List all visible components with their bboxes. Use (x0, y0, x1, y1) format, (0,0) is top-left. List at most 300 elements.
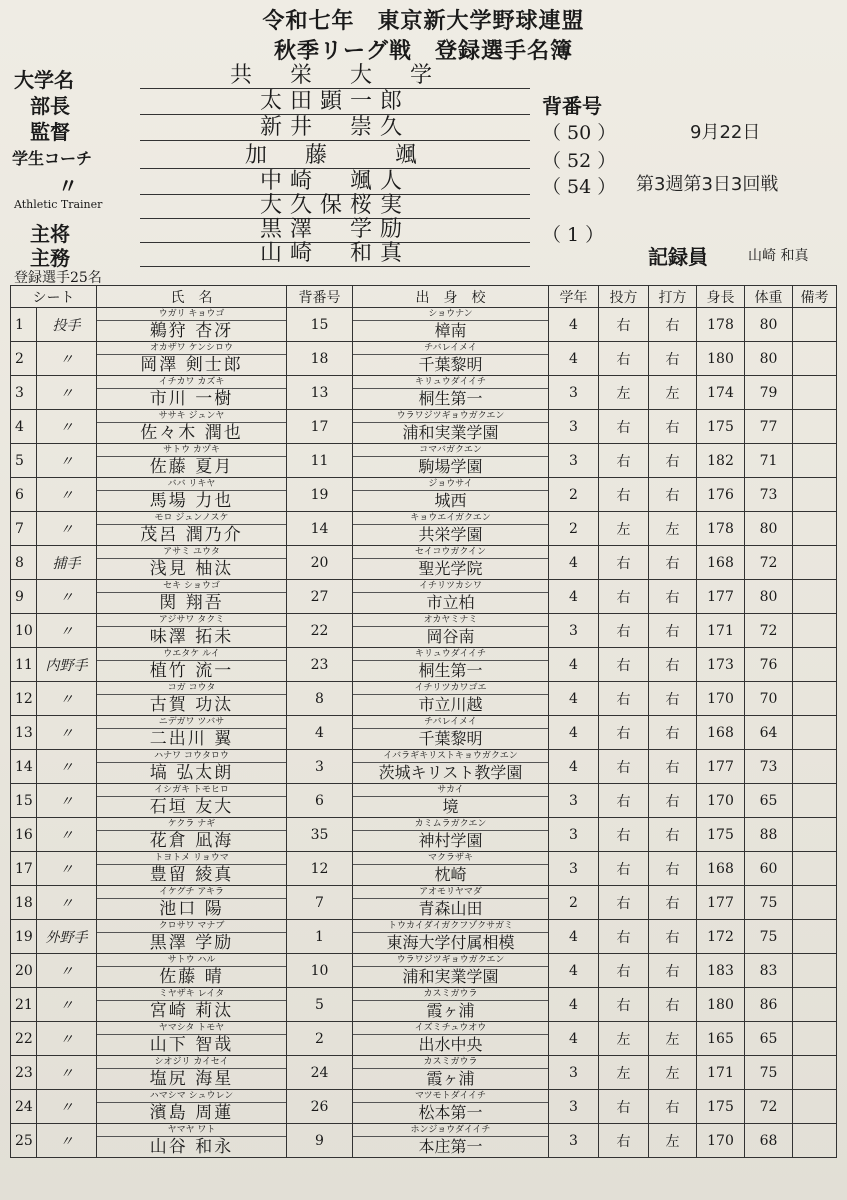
position-cell: 〃 (37, 1124, 97, 1158)
name-kana: イシガキ トモヒロ (97, 784, 286, 797)
school-kana: イチリツカシワ (353, 580, 548, 593)
column-header: 備考 (793, 286, 837, 308)
row-number: 8 (11, 546, 37, 580)
column-header: 学年 (549, 286, 599, 308)
name-kanji: 植竹 流一 (149, 661, 234, 681)
bats-cell: 左 (649, 1056, 697, 1090)
throws-cell: 右 (599, 546, 649, 580)
position-cell: 〃 (37, 886, 97, 920)
bats-cell: 右 (649, 580, 697, 614)
name-kanji: 馬場 力也 (149, 491, 234, 511)
name-kanji: 関 翔吾 (159, 593, 224, 613)
school-kana: イバラギキリストキョウガクエン (353, 750, 548, 763)
row-number: 19 (11, 920, 37, 954)
name-kanji: 佐藤 晴 (159, 967, 224, 987)
school-kana: サカイ (353, 784, 548, 797)
school-kana: ウラワジツギョウガクエン (353, 410, 548, 423)
uniform-number-cell: 9 (287, 1124, 353, 1158)
name-cell (97, 716, 287, 750)
table-row (11, 410, 837, 444)
column-header: 打方 (649, 286, 697, 308)
school-kana: マツモトダイイチ (353, 1090, 548, 1103)
grade-cell: 4 (549, 716, 599, 750)
position-cell: 〃 (37, 852, 97, 886)
school-kana: カミムラガクエン (353, 818, 548, 831)
table-row (11, 376, 837, 410)
row-number: 13 (11, 716, 37, 750)
row-number: 24 (11, 1090, 37, 1124)
position-cell: 外野手 (37, 920, 97, 954)
manager-label: 監督 (30, 120, 70, 144)
school-cell (353, 308, 549, 342)
row-number: 18 (11, 886, 37, 920)
row-number: 23 (11, 1056, 37, 1090)
height-cell: 175 (697, 1090, 745, 1124)
position-cell: 内野手 (37, 648, 97, 682)
height-cell: 178 (697, 512, 745, 546)
row-number: 12 (11, 682, 37, 716)
name-kanji: 鵜狩 杏冴 (149, 321, 234, 341)
grade-cell: 2 (549, 512, 599, 546)
uniform-number-cell: 10 (287, 954, 353, 988)
school-kanji: 桐生第一 (418, 661, 483, 680)
remarks-cell (793, 852, 837, 886)
school-cell (353, 818, 549, 852)
grade-cell: 3 (549, 1056, 599, 1090)
school-cell (353, 512, 549, 546)
height-cell: 171 (697, 1056, 745, 1090)
name-cell (97, 546, 287, 580)
school-kanji: 浦和実業学園 (402, 423, 499, 442)
bats-cell: 右 (649, 478, 697, 512)
school-kana: ホンジョウダイイチ (353, 1124, 548, 1137)
weight-cell: 68 (745, 1124, 793, 1158)
school-kana: ショウナン (353, 308, 548, 321)
throws-cell: 右 (599, 750, 649, 784)
school-kana: キリュウダイイチ (353, 376, 548, 389)
name-kana: モロ ジュンノスケ (97, 512, 286, 525)
table-row (11, 988, 837, 1022)
weight-cell: 83 (745, 954, 793, 988)
remarks-cell (793, 512, 837, 546)
name-kanji: 浅見 柚汰 (149, 559, 234, 579)
school-kanji: 霞ヶ浦 (426, 1001, 475, 1020)
school-cell (353, 682, 549, 716)
uniform-number-cell: 13 (287, 376, 353, 410)
name-kanji: 石垣 友大 (149, 797, 234, 817)
name-cell (97, 818, 287, 852)
position-cell: 〃 (37, 682, 97, 716)
uniform-number-cell: 20 (287, 546, 353, 580)
throws-cell: 右 (599, 716, 649, 750)
grade-cell: 3 (549, 784, 599, 818)
school-cell (353, 750, 549, 784)
position-cell: 〃 (37, 410, 97, 444)
grade-cell: 3 (549, 818, 599, 852)
remarks-cell (793, 580, 837, 614)
name-kana: イチカワ カズキ (97, 376, 286, 389)
throws-cell: 右 (599, 478, 649, 512)
table-row (11, 750, 837, 784)
throws-cell: 右 (599, 444, 649, 478)
column-header: 氏 名 (97, 286, 287, 308)
throws-cell: 左 (599, 512, 649, 546)
remarks-cell (793, 818, 837, 852)
weight-cell: 80 (745, 580, 793, 614)
height-cell: 170 (697, 1124, 745, 1158)
name-kanji: 花倉 凪海 (149, 831, 234, 851)
row-number: 16 (11, 818, 37, 852)
school-kana: チバレイメイ (353, 342, 548, 355)
grade-cell: 4 (549, 682, 599, 716)
grade-cell: 4 (549, 988, 599, 1022)
table-row (11, 954, 837, 988)
column-header: 背番号 (287, 286, 353, 308)
school-cell (353, 580, 549, 614)
height-cell: 182 (697, 444, 745, 478)
weight-cell: 70 (745, 682, 793, 716)
table-row (11, 1090, 837, 1124)
name-cell (97, 614, 287, 648)
weight-cell: 72 (745, 546, 793, 580)
uniform-number-cell: 18 (287, 342, 353, 376)
uniform-number-cell: 8 (287, 682, 353, 716)
height-cell: 168 (697, 852, 745, 886)
name-cell (97, 1056, 287, 1090)
name-cell (97, 342, 287, 376)
school-kanji: 浦和実業学園 (402, 967, 499, 986)
row-number: 2 (11, 342, 37, 376)
name-kana: ケクラ ナギ (97, 818, 286, 831)
school-cell (353, 342, 549, 376)
table-row (11, 342, 837, 376)
name-kanji: 佐藤 夏月 (149, 457, 234, 477)
school-kana: ジョウサイ (353, 478, 548, 491)
remarks-cell (793, 410, 837, 444)
school-kanji: 千葉黎明 (418, 355, 483, 374)
throws-cell: 左 (599, 376, 649, 410)
name-cell (97, 410, 287, 444)
name-kanji: 茂呂 潤乃介 (140, 525, 243, 545)
uniform-number-cell: 17 (287, 410, 353, 444)
name-kanji: 岡澤 剣士郎 (140, 355, 243, 375)
name-kana: ウエタケ ルイ (97, 648, 286, 661)
bats-cell: 右 (649, 614, 697, 648)
row-number: 14 (11, 750, 37, 784)
bats-cell: 右 (649, 410, 697, 444)
school-kanji: 市立川越 (418, 695, 483, 714)
bats-cell: 右 (649, 546, 697, 580)
school-cell (353, 546, 549, 580)
school-kana: カスミガウラ (353, 988, 548, 1001)
uniform-number-cell: 14 (287, 512, 353, 546)
name-cell (97, 886, 287, 920)
name-kanji: 古賀 功汰 (149, 695, 234, 715)
height-cell: 177 (697, 580, 745, 614)
school-kanji: 本庄第一 (418, 1137, 483, 1156)
table-row (11, 852, 837, 886)
throws-cell: 右 (599, 342, 649, 376)
bats-cell: 右 (649, 308, 697, 342)
table-row (11, 1124, 837, 1158)
grade-cell: 3 (549, 1124, 599, 1158)
school-kanji: 共栄学園 (418, 525, 483, 544)
height-cell: 177 (697, 886, 745, 920)
uniform-number-cell: 19 (287, 478, 353, 512)
name-kana: ウガリ キョウゴ (97, 308, 286, 321)
weight-cell: 80 (745, 512, 793, 546)
throws-cell: 左 (599, 1022, 649, 1056)
weight-cell: 75 (745, 1056, 793, 1090)
weight-cell: 71 (745, 444, 793, 478)
position-cell: 投手 (37, 308, 97, 342)
throws-cell: 右 (599, 648, 649, 682)
school-cell (353, 648, 549, 682)
position-cell: 〃 (37, 716, 97, 750)
position-cell: 捕手 (37, 546, 97, 580)
weight-cell: 73 (745, 478, 793, 512)
school-kana: オカヤミナミ (353, 614, 548, 627)
height-cell: 174 (697, 376, 745, 410)
row-number: 7 (11, 512, 37, 546)
position-cell: 〃 (37, 784, 97, 818)
grade-cell: 2 (549, 886, 599, 920)
school-kana: キリュウダイイチ (353, 648, 548, 661)
height-cell: 171 (697, 614, 745, 648)
name-cell (97, 784, 287, 818)
uniform-number-label: 背番号 (542, 94, 602, 118)
bats-cell: 右 (649, 988, 697, 1022)
school-cell (353, 376, 549, 410)
school-kanji: 樟南 (434, 321, 467, 340)
position-cell: 〃 (37, 1056, 97, 1090)
weight-cell: 88 (745, 818, 793, 852)
school-kana: チバレイメイ (353, 716, 548, 729)
height-cell: 173 (697, 648, 745, 682)
uniform-number-cell: 11 (287, 444, 353, 478)
manager-number: （ 50 ） (542, 122, 617, 144)
uniform-number-cell: 4 (287, 716, 353, 750)
name-cell (97, 920, 287, 954)
school-kana: セイコウガクイン (353, 546, 548, 559)
remarks-cell (793, 376, 837, 410)
name-kana: ニデガワ ツバサ (97, 716, 286, 729)
university-value: 共 栄 大 学 (140, 64, 530, 89)
remarks-cell (793, 920, 837, 954)
uniform-number-cell: 22 (287, 614, 353, 648)
throws-cell: 右 (599, 818, 649, 852)
height-cell: 178 (697, 308, 745, 342)
school-kana: コマバガクエン (353, 444, 548, 457)
recorder-label: 記録員 (648, 245, 708, 269)
weight-cell: 75 (745, 886, 793, 920)
name-cell (97, 1090, 287, 1124)
name-kanji: 濱島 周蓮 (149, 1103, 234, 1123)
table-header-row (11, 286, 837, 308)
name-kana: オカザワ ケンシロウ (97, 342, 286, 355)
weight-cell: 79 (745, 376, 793, 410)
height-cell: 175 (697, 818, 745, 852)
table-row (11, 920, 837, 954)
row-number: 17 (11, 852, 37, 886)
name-kana: イケグチ アキラ (97, 886, 286, 899)
grade-cell: 4 (549, 580, 599, 614)
uniform-number-cell: 6 (287, 784, 353, 818)
school-kanji: 東海大学付属相模 (386, 933, 515, 952)
name-cell (97, 648, 287, 682)
name-kanji: 塩尻 海星 (149, 1069, 234, 1089)
uniform-number-cell: 24 (287, 1056, 353, 1090)
week-text: 第3週第3日3回戦 (636, 174, 779, 195)
weight-cell: 80 (745, 308, 793, 342)
name-cell (97, 1124, 287, 1158)
school-kanji: 松本第一 (418, 1103, 483, 1122)
bats-cell: 右 (649, 444, 697, 478)
name-kana: コガ コウタ (97, 682, 286, 695)
throws-cell: 右 (599, 988, 649, 1022)
coach-label: 学生コーチ (12, 149, 93, 168)
position-cell: 〃 (37, 818, 97, 852)
name-kana: ヤマヤ ワト (97, 1124, 286, 1137)
table-row (11, 1022, 837, 1056)
name-cell (97, 376, 287, 410)
school-kana: トウカイダイガクフゾクサガミ (353, 920, 548, 933)
coach2-number: （ 54 ） (542, 176, 617, 198)
uniform-number-cell: 7 (287, 886, 353, 920)
grade-cell: 3 (549, 1090, 599, 1124)
position-cell: 〃 (37, 376, 97, 410)
throws-cell: 右 (599, 580, 649, 614)
weight-cell: 86 (745, 988, 793, 1022)
name-kana: サトウ カヅキ (97, 444, 286, 457)
height-cell: 170 (697, 784, 745, 818)
school-cell (353, 444, 549, 478)
remarks-cell (793, 1022, 837, 1056)
bats-cell: 左 (649, 376, 697, 410)
height-cell: 175 (697, 410, 745, 444)
throws-cell: 左 (599, 1056, 649, 1090)
table-row (11, 1056, 837, 1090)
remarks-cell (793, 716, 837, 750)
height-cell: 177 (697, 750, 745, 784)
grade-cell: 3 (549, 614, 599, 648)
university-label: 大学名 (14, 68, 74, 92)
school-cell (353, 954, 549, 988)
remarks-cell (793, 784, 837, 818)
bats-cell: 左 (649, 1124, 697, 1158)
name-kana: アサミ ユウタ (97, 546, 286, 559)
row-number: 1 (11, 308, 37, 342)
name-cell (97, 988, 287, 1022)
school-kanji: 城西 (434, 491, 467, 510)
bats-cell: 右 (649, 886, 697, 920)
school-kanji: 出水中央 (418, 1035, 483, 1054)
throws-cell: 右 (599, 410, 649, 444)
bats-cell: 右 (649, 1090, 697, 1124)
bats-cell: 右 (649, 750, 697, 784)
name-kana: シオジリ カイセイ (97, 1056, 286, 1069)
name-kanji: 味澤 拓未 (149, 627, 234, 647)
row-number: 6 (11, 478, 37, 512)
school-kanji: 神村学園 (418, 831, 483, 850)
captain-value: 黒澤 学励 (140, 218, 530, 243)
school-cell (353, 1090, 549, 1124)
grade-cell: 4 (549, 308, 599, 342)
bats-cell: 右 (649, 682, 697, 716)
column-header: 投方 (599, 286, 649, 308)
position-cell: 〃 (37, 954, 97, 988)
remarks-cell (793, 308, 837, 342)
row-number: 11 (11, 648, 37, 682)
weight-cell: 75 (745, 920, 793, 954)
row-number: 3 (11, 376, 37, 410)
uniform-number-cell: 35 (287, 818, 353, 852)
row-number: 15 (11, 784, 37, 818)
name-kanji: 二出川 翼 (149, 729, 234, 749)
school-kanji: 境 (442, 797, 459, 816)
weight-cell: 77 (745, 410, 793, 444)
school-kana: イチリツカワゴエ (353, 682, 548, 695)
uniform-number-cell: 27 (287, 580, 353, 614)
row-number: 10 (11, 614, 37, 648)
coach2-value: 中崎 颯人 (140, 170, 530, 195)
school-kana: マクラザキ (353, 852, 548, 865)
uniform-number-cell: 26 (287, 1090, 353, 1124)
grade-cell: 4 (549, 954, 599, 988)
throws-cell: 右 (599, 1090, 649, 1124)
remarks-cell (793, 886, 837, 920)
school-cell (353, 886, 549, 920)
remarks-cell (793, 682, 837, 716)
table-row (11, 580, 837, 614)
school-kanji: 市立柏 (426, 593, 475, 612)
table-row (11, 478, 837, 512)
grade-cell: 2 (549, 478, 599, 512)
school-kanji: 聖光学院 (418, 559, 483, 578)
name-kana: トヨトメ リョウマ (97, 852, 286, 865)
height-cell: 180 (697, 342, 745, 376)
coach-number: （ 52 ） (542, 150, 617, 172)
school-cell (353, 614, 549, 648)
grade-cell: 4 (549, 1022, 599, 1056)
weight-cell: 73 (745, 750, 793, 784)
coach-value: 加 藤 颯 (140, 144, 530, 169)
position-cell: 〃 (37, 580, 97, 614)
name-kana: ハマシマ シュウレン (97, 1090, 286, 1103)
row-number: 4 (11, 410, 37, 444)
position-cell: 〃 (37, 1090, 97, 1124)
bats-cell: 右 (649, 852, 697, 886)
position-cell: 〃 (37, 1022, 97, 1056)
row-number: 22 (11, 1022, 37, 1056)
grade-cell: 4 (549, 546, 599, 580)
uniform-number-cell: 3 (287, 750, 353, 784)
bats-cell: 右 (649, 716, 697, 750)
coach2-label: 〃 (58, 174, 78, 198)
name-kana: ササキ ジュンヤ (97, 410, 286, 423)
school-kanji: 霞ヶ浦 (426, 1069, 475, 1088)
uniform-number-cell: 1 (287, 920, 353, 954)
throws-cell: 右 (599, 886, 649, 920)
name-cell (97, 478, 287, 512)
roster-body (11, 308, 837, 1158)
bats-cell: 左 (649, 1022, 697, 1056)
height-cell: 170 (697, 682, 745, 716)
bats-cell: 右 (649, 648, 697, 682)
name-kanji: 山谷 和永 (149, 1137, 234, 1157)
school-kanji: 桐生第一 (418, 389, 483, 408)
remarks-cell (793, 478, 837, 512)
